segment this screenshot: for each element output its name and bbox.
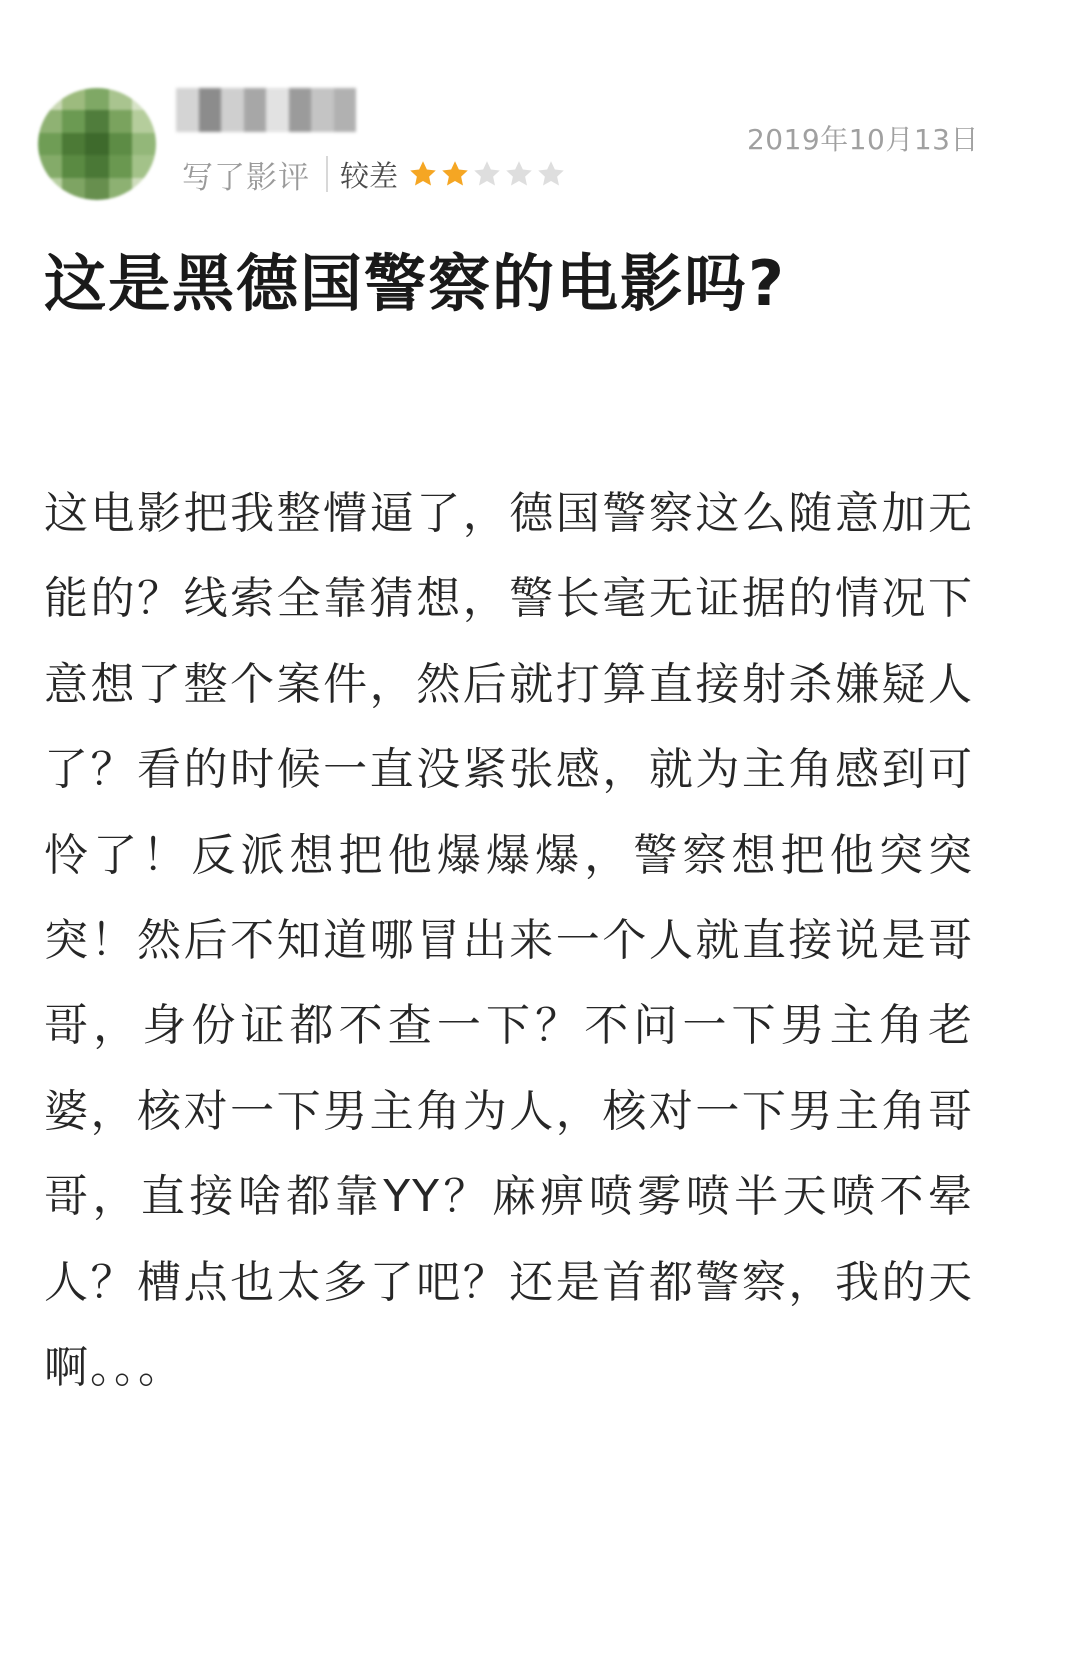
star-filled-icon [440, 159, 470, 189]
star-empty-icon [472, 159, 502, 189]
star-filled-icon [408, 159, 438, 189]
review-meta [182, 150, 568, 198]
meta-divider [326, 156, 328, 192]
star-empty-icon [536, 159, 566, 189]
rating-label: 较差 [340, 158, 399, 193]
review-header [0, 0, 1079, 220]
review-body: 这电影把我整懵逼了，德国警察这么随意加无能的？线索全靠猜想，警长毫无证据的情况下意想了整个案件，然后就打算直接射杀嫌疑人了？看的时候一直没紧张感，就为主角感到可怜了！反派想把他爆爆爆，警察想把他突突突！然后不知道哪冒出来一个人就直接说是哥哥，身份证都不查一下？不问一下男主角老婆，核对一下男主角为人，核对一下男主角哥哥，直接啥都靠YY？麻痹喷雾喷半天喷不晕人？槽点也太多了吧？还是首都警察，我的天啊。。。 [44, 488, 974, 1394]
rating-stars [408, 159, 568, 189]
action-label: 写了影评 [182, 159, 310, 196]
review-date: 2019年10月13日 [746, 123, 979, 156]
review-title: 这是黑德国警察的电影吗? [44, 247, 786, 320]
avatar[interactable] [38, 88, 156, 200]
username-redacted[interactable] [176, 88, 356, 132]
star-empty-icon [504, 159, 534, 189]
